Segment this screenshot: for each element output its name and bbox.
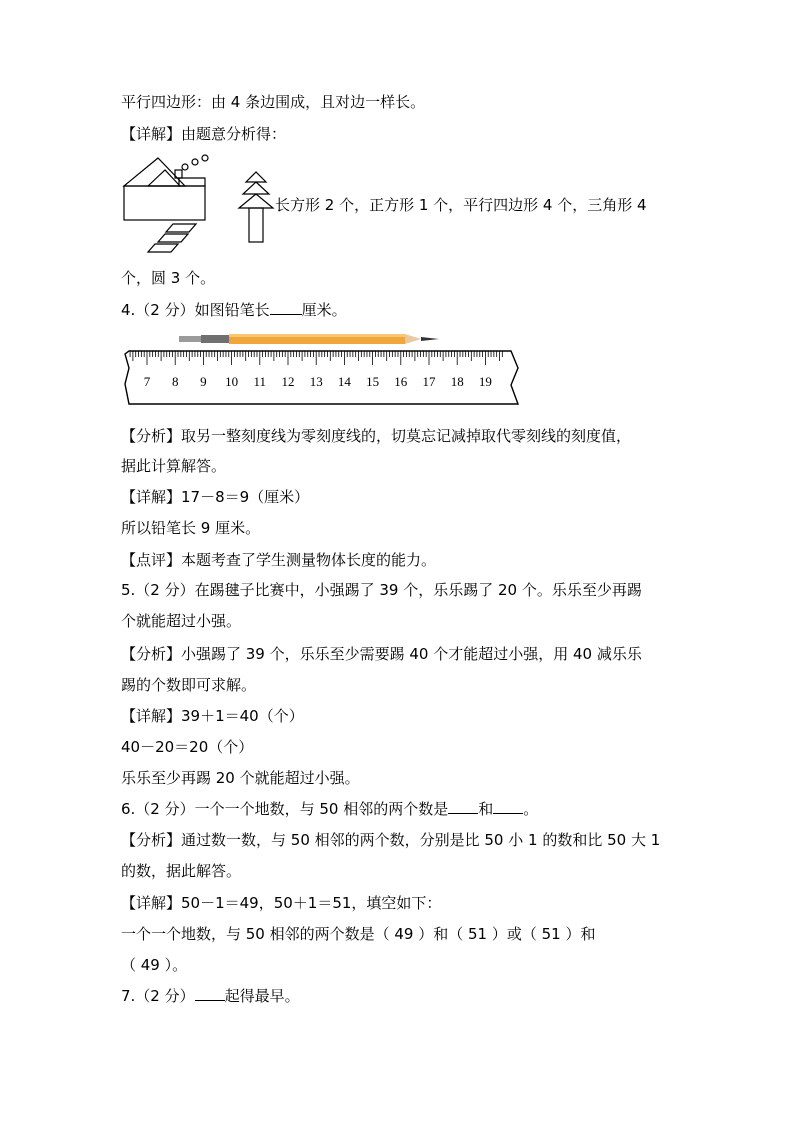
question-7-text: 7.（2 分） xyxy=(121,987,195,1005)
ruler-tick-label: 15 xyxy=(366,374,380,389)
text-line: 【点评】本题考查了学生测量物体长度的能力。 xyxy=(121,551,437,569)
shapes-figure xyxy=(121,152,681,256)
answer-blank[interactable] xyxy=(448,799,478,814)
text-line: 【分析】取另一整刻度线为零刻度线的，切莫忘记减掉取代零刻线的刻度值， xyxy=(121,427,632,445)
question-6-and: 和 xyxy=(478,800,494,818)
ruler-tick-label: 14 xyxy=(337,374,351,389)
text-line: 【详解】50－1＝49，50＋1＝51，填空如下： xyxy=(121,894,442,912)
text-line: 【分析】小强踢了 39 个，乐乐至少需要踢 40 个才能超过小强，用 40 减乐乐 xyxy=(121,645,642,663)
shapes-count-text: 长方形 2 个，正方形 1 个，平行四边形 4 个，三角形 4 xyxy=(275,196,647,214)
text-line: （ 49 ）。 xyxy=(121,956,188,974)
text-line: 乐乐至少再踢 20 个就能超过小强。 xyxy=(121,769,360,787)
text-line: 个就能超过小强。 xyxy=(121,612,242,630)
question-6 xyxy=(121,799,538,819)
ruler-tick-label: 8 xyxy=(171,374,179,389)
house-icon xyxy=(124,155,208,252)
ruler-tick-label: 7 xyxy=(143,374,151,389)
question-4-text: 4.（2 分）如图铅笔长 xyxy=(121,301,270,319)
text-line: 【详解】39＋1＝40（个） xyxy=(121,707,304,725)
pencil-icon xyxy=(179,334,439,344)
text-line: 一个一个地数，与 50 相邻的两个数是（ 49 ）和（ 51 ）或（ 51 ）和 xyxy=(121,925,596,943)
text-line: 【详解】由题意分析得： xyxy=(121,125,287,143)
text-line: 【分析】通过数一数，与 50 相邻的两个数，分别是比 50 小 1 的数和比 50 大 1 xyxy=(121,831,661,849)
question-4-unit: 厘米。 xyxy=(301,301,347,319)
text-line: 5.（2 分）在踢毽子比赛中，小强踢了 39 个，乐乐踢了 20 个。乐乐至少再踢 xyxy=(121,581,642,599)
ruler-tick-label: 19 xyxy=(478,374,492,389)
ruler-tick-label: 17 xyxy=(422,374,436,389)
ruler-tick-label: 13 xyxy=(309,374,323,389)
text-line: 个，圆 3 个。 xyxy=(121,269,216,287)
answer-blank[interactable] xyxy=(270,300,302,315)
text-line: 据此计算解答。 xyxy=(121,457,227,475)
question-6-text: 6.（2 分）一个一个地数，与 50 相邻的两个数是 xyxy=(121,800,449,818)
text-line: 踢的个数即可求解。 xyxy=(121,676,257,694)
ruler-tick-label: 18 xyxy=(450,374,464,389)
tree-icon xyxy=(239,172,273,242)
text-line: 平行四边形：由 4 条边围成，且对边一样长。 xyxy=(121,93,426,111)
answer-blank[interactable] xyxy=(195,986,225,1001)
question-4 xyxy=(121,300,347,320)
text-line: 40－20＝20（个） xyxy=(121,738,254,756)
question-7 xyxy=(121,986,300,1006)
text-line: 【详解】17－8＝9（厘米） xyxy=(121,488,310,506)
ruler-tick-label: 16 xyxy=(394,374,408,389)
text-line: 的数，据此解答。 xyxy=(121,862,242,880)
question-7-end: 起得最早。 xyxy=(224,987,300,1005)
ruler-tick-label: 10 xyxy=(225,374,239,389)
ruler-tick-label: 11 xyxy=(253,374,267,389)
question-6-end: 。 xyxy=(523,800,539,818)
ruler-tick-label: 12 xyxy=(281,374,295,389)
ruler-figure xyxy=(121,328,521,410)
text-line: 所以铅笔长 9 厘米。 xyxy=(121,519,261,537)
answer-blank[interactable] xyxy=(493,799,523,814)
ruler-tick-label: 9 xyxy=(200,374,207,389)
